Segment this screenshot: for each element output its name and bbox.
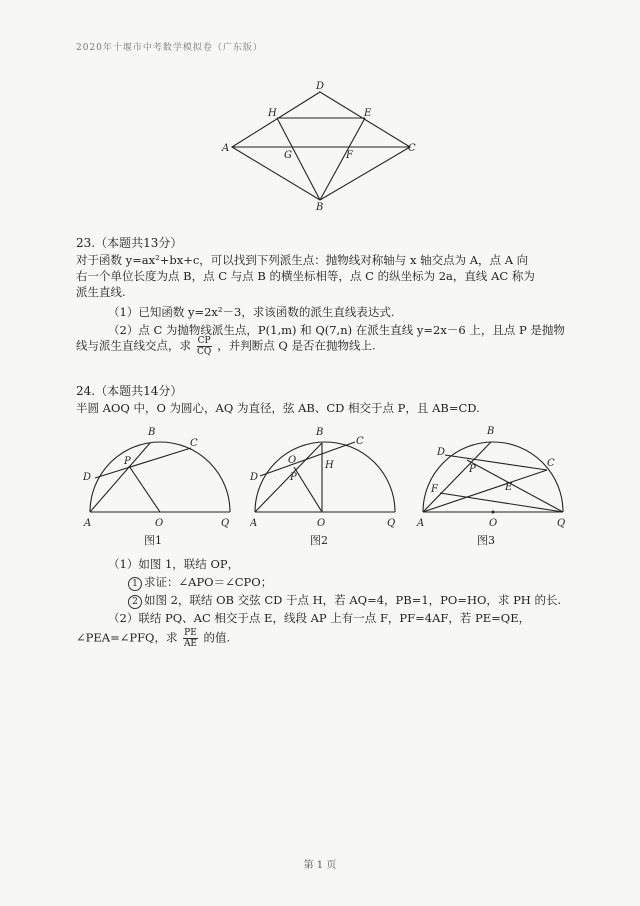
q23-line1: 对于函数 y=ax²+bx+c，可以找到下列派生点：抛物线对称轴与 x 轴交点为 A，点 A 向 [76,253,529,267]
point-label-b: B [316,202,324,210]
figure-3 [415,420,575,550]
label-f: F [431,484,438,495]
outer-quadrilateral [232,92,410,200]
segment-po [129,466,160,512]
label-a: A [84,518,92,529]
figure-2 [250,420,410,550]
q23-part2-line2 [76,336,376,357]
label-d: D [250,472,259,483]
point-label-g: G [284,150,292,161]
label-c: C [190,438,198,449]
label-p: P [290,472,297,483]
label-d: D [83,472,92,483]
semicircle-arc [90,442,230,512]
page-number: 第 1 页 [303,860,337,871]
label-d: D [437,447,446,458]
q23-part1: （1）已知函数 y=2x²－3，求该函数的派生直线表达式. [108,305,395,319]
q24-fraction [183,628,198,649]
q24-part2-prefix: ∠PEA=∠PFQ，求 [76,630,178,645]
q24-part1-i-text: 求证：∠APO＝∠CPO； [144,575,273,589]
q23-part2-suffix: ，并判断点 Q 是否在抛物线上. [217,338,376,353]
label-q: Q [557,518,566,529]
label-b: B [316,427,324,438]
point-label-a: A [222,143,230,154]
label-b: B [487,426,495,437]
q23-fraction-denominator: CQ [197,347,212,357]
center-dot [492,511,495,514]
figure-1-caption: 图1 [144,534,162,547]
label-p: P [469,464,476,475]
figure-3-caption: 图3 [477,534,495,547]
label-a: A [417,518,425,529]
label-h: H [325,460,334,471]
q24-part1-ii-text: 如图 2，联结 OB 交弦 CD 于点 H，若 AQ=4，PB=1，PO=HO，求 PH 的长. [144,593,562,607]
q24-line1: 半圆 AOQ 中，O 为圆心，AQ 为直径，弦 AB、CD 相交于点 P，且 AB=CD. [76,401,480,415]
segment-eb [320,118,365,200]
q24-title: 24.（本题共14分） [76,384,183,398]
q24-part1-i [128,574,272,591]
point-label-c: C [408,143,416,154]
q24-part2-suffix: 的值. [203,630,231,645]
q23-fraction [197,336,212,357]
point-label-h: H [268,108,277,119]
q24-fraction-numerator: PE [184,628,197,638]
segment-ac [423,470,547,512]
point-label-e: E [364,108,372,119]
label-b: B [148,427,156,438]
q23-title: 23.（本题共13分） [76,236,183,250]
label-o: O [155,518,164,529]
q23-part2-line1: （2）点 C 为抛物线派生点，P(1,m) 和 Q(7,n) 在派生直线 y=2x－6 上，且点 P 是抛物 [108,323,565,337]
segment-po [294,467,322,512]
label-e: E [505,482,513,493]
chord-dc [260,442,355,476]
q24-part2-line1: （2）联结 PQ、AC 相交于点 E，线段 AP 上有一点 F，PF=4AF，若 PE=QE， [108,611,531,625]
circled-number-2: 2 [128,595,142,609]
label-q: Q [387,518,396,529]
chord-ab [255,443,322,512]
label-q: Q [221,518,230,529]
label-o-top: O [288,455,297,466]
q24-fraction-denominator: AE [183,639,198,649]
q24-part1: （1）如图 1，联结 OP， [108,557,240,571]
q23-line2: 右一个单位长度为点 B，点 C 与点 B 的横坐标相等，点 C 的纵坐标为 2a，直线 AC 称为 [76,269,535,283]
label-c: C [547,458,555,469]
q23-part2-prefix: 线与派生直线交点，求 [76,338,191,353]
chord-dc [445,455,547,470]
figure-1 [82,420,242,550]
chord-ab [423,442,491,512]
page-header: 2020年十堰市中考数学模拟卷（广东版） [76,43,263,53]
point-label-d: D [316,81,325,92]
q24-part1-ii [128,592,561,609]
label-p: P [124,456,131,467]
label-a: A [250,518,258,529]
figure-2-caption: 图2 [310,534,328,547]
label-o: O [489,518,498,529]
rhombus-figure [220,80,420,210]
q23-line3: 派生直线. [76,285,126,299]
circled-number-1: 1 [128,577,142,591]
point-label-f: F [346,150,353,161]
label-c: C [356,436,364,447]
q23-fraction-numerator: CP [197,336,211,346]
q24-part2-line2 [76,628,230,649]
label-o: O [317,518,326,529]
